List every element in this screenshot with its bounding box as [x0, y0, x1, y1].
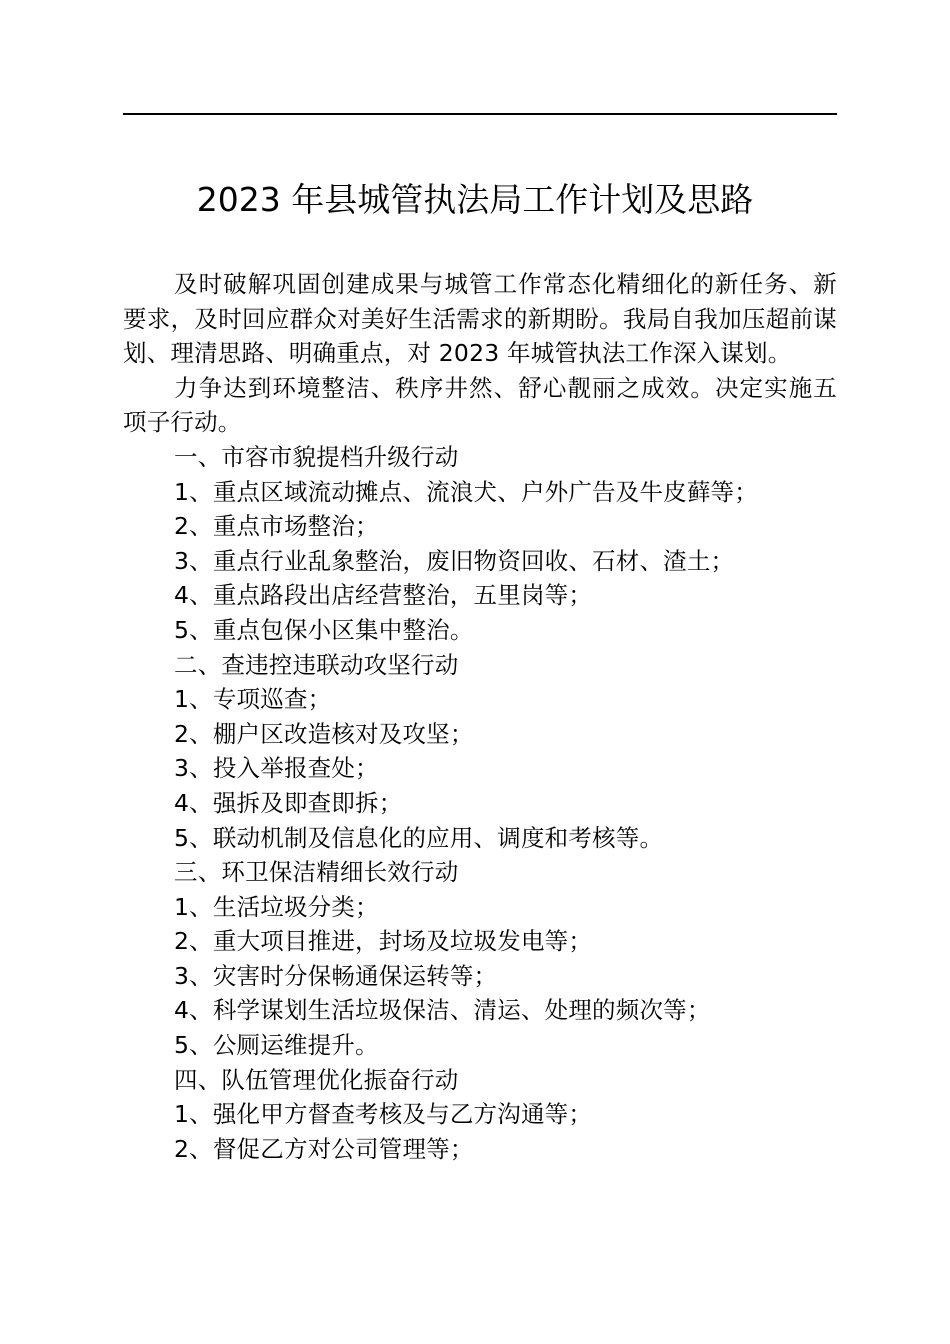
list-item: 5、联动机制及信息化的应用、调度和考核等。 [174, 823, 664, 852]
list-item: 1、强化甲方督查考核及与乙方沟通等； [174, 1100, 593, 1129]
list-item: 3、灾害时分保畅通保运转等； [174, 961, 498, 990]
goal-paragraph: 力争达到环境整洁、秩序井然、舒心靓丽之成效。决定实施五项子行动。 [123, 373, 837, 437]
list-item: 4、科学谋划生活垃圾保洁、清运、处理的频次等； [174, 996, 711, 1025]
list-item: 2、督促乙方对公司管理等； [174, 1134, 474, 1163]
list-item: 5、重点包保小区集中整治。 [174, 615, 474, 644]
list-item: 2、棚户区改造核对及攻坚； [174, 719, 474, 748]
list-item: 1、生活垃圾分类； [174, 892, 379, 921]
section-heading: 二、查违控违联动攻坚行动 [174, 650, 459, 679]
section-heading: 一、市容市貌提档升级行动 [174, 442, 459, 471]
section-heading: 三、环卫保洁精细长效行动 [174, 858, 459, 887]
document-title: 2023 年县城管执法局工作计划及思路 [196, 180, 754, 219]
list-item: 2、重点市场整治； [174, 512, 379, 541]
list-item: 4、强拆及即查即拆； [174, 788, 403, 817]
intro-paragraph: 及时破解巩固创建成果与城管工作常态化精细化的新任务、新要求，及时回应群众对美好生活需求的新期盼。我局自我加压超前谋划、理清思路、明确重点，对 2023 年城管执法工作深入谋划。 [123, 270, 837, 368]
list-item: 4、重点路段出店经营整治，五里岗等； [174, 581, 593, 610]
document-body [123, 267, 837, 1166]
header-rule [123, 113, 837, 115]
list-item: 1、重点区域流动摊点、流浪犬、户外广告及牛皮藓等； [174, 477, 758, 506]
list-item: 3、投入举报查处； [174, 754, 379, 783]
list-item: 2、重大项目推进，封场及垃圾发电等； [174, 927, 593, 956]
list-item: 3、重点行业乱象整治，废旧物资回收、石材、渣土； [174, 546, 735, 575]
section-heading: 四、队伍管理优化振奋行动 [174, 1065, 459, 1094]
list-item: 5、公厕运维提升。 [174, 1031, 379, 1060]
list-item: 1、专项巡查； [174, 685, 332, 714]
